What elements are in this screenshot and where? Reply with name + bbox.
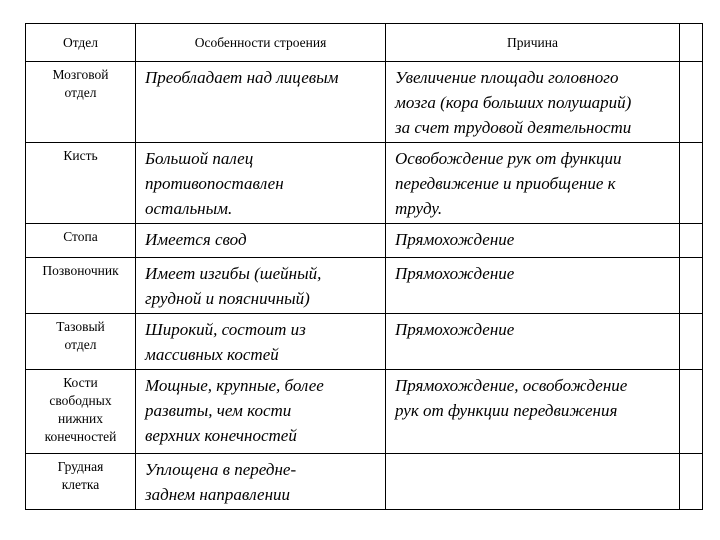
organ-cell: [26, 454, 136, 510]
anatomy-table: [25, 23, 703, 510]
blank-cell: [680, 62, 703, 143]
reason-cell: [386, 224, 680, 258]
reason-cell: [386, 62, 680, 143]
feature-cell: [136, 258, 386, 314]
table-row: [26, 454, 703, 510]
header-reason: Причина: [386, 24, 680, 62]
organ-line: Мозговой: [52, 67, 109, 82]
reason-line: рук от функции передвижения: [395, 401, 618, 420]
feature-cell: [136, 224, 386, 258]
feature-line: Имеется свод: [145, 230, 247, 249]
organ-cell: [26, 224, 136, 258]
feature-cell: [136, 314, 386, 370]
feature-cell: [136, 62, 386, 143]
organ-cell: [26, 143, 136, 224]
organ-cell: [26, 258, 136, 314]
organ-line: конечностей: [44, 429, 117, 444]
feature-cell: [136, 143, 386, 224]
reason-cell-empty: [386, 454, 680, 510]
header-features: Особенности строения: [136, 24, 386, 62]
table-row: [26, 62, 703, 143]
organ-cell: [26, 370, 136, 454]
table-row: [26, 143, 703, 224]
feature-line: развиты, чем кости: [145, 401, 292, 420]
header-department: Отдел: [26, 24, 136, 62]
reason-line: труду.: [395, 199, 443, 218]
reason-line: Прямохождение: [395, 320, 515, 339]
organ-line: свободных: [49, 393, 112, 408]
reason-cell: [386, 143, 680, 224]
feature-cell: [136, 370, 386, 454]
feature-line: Уплощена в передне-: [145, 460, 297, 479]
organ-line: Грудная: [57, 459, 104, 474]
feature-line: грудной и поясничный): [145, 289, 310, 308]
reason-cell: [386, 258, 680, 314]
feature-line: Преобладает над лицевым: [145, 68, 339, 87]
organ-line: Тазовый: [56, 319, 105, 334]
header-row: [26, 24, 703, 62]
table-row: [26, 258, 703, 314]
feature-line: Имеет изгибы (шейный,: [145, 264, 322, 283]
reason-line: мозга (кора больших полушарий): [395, 93, 632, 112]
blank-cell: [680, 224, 703, 258]
feature-cell: [136, 454, 386, 510]
feature-line: массивных костей: [145, 345, 279, 364]
feature-line: верхних конечностей: [145, 426, 297, 445]
blank-cell: [680, 370, 703, 454]
organ-line: Позвоночник: [42, 263, 119, 278]
feature-line: заднем направлении: [145, 485, 291, 504]
table-row: [26, 224, 703, 258]
reason-line: передвижение и приобщение к: [395, 174, 616, 193]
feature-line: Широкий, состоит из: [145, 320, 306, 339]
feature-line: Большой палец: [145, 149, 254, 168]
organ-line: клетка: [61, 477, 100, 492]
reason-cell: [386, 314, 680, 370]
organ-cell: [26, 62, 136, 143]
organ-line: Кисть: [63, 148, 98, 163]
blank-cell: [680, 258, 703, 314]
blank-cell: [680, 454, 703, 510]
blank-cell: [680, 143, 703, 224]
feature-line: Мощные, крупные, более: [145, 376, 324, 395]
blank-cell: [680, 314, 703, 370]
feature-line: противопоставлен: [145, 174, 284, 193]
organ-cell: [26, 314, 136, 370]
reason-line: Прямохождение: [395, 264, 515, 283]
organ-line: Кости: [63, 375, 98, 390]
reason-line: Увеличение площади головного: [395, 68, 619, 87]
table-row: [26, 370, 703, 454]
reason-line: Освобождение рук от функции: [395, 149, 622, 168]
reason-line: Прямохождение: [395, 230, 515, 249]
organ-line: отдел: [64, 337, 97, 352]
reason-cell: [386, 370, 680, 454]
header-blank-cell: [680, 24, 703, 62]
table-row: [26, 314, 703, 370]
organ-line: нижних: [58, 411, 103, 426]
organ-line: Стопа: [63, 229, 98, 244]
reason-line: Прямохождение, освобождение: [395, 376, 628, 395]
feature-line: остальным.: [145, 199, 233, 218]
organ-line: отдел: [64, 85, 97, 100]
reason-line: за счет трудовой деятельности: [395, 118, 632, 137]
